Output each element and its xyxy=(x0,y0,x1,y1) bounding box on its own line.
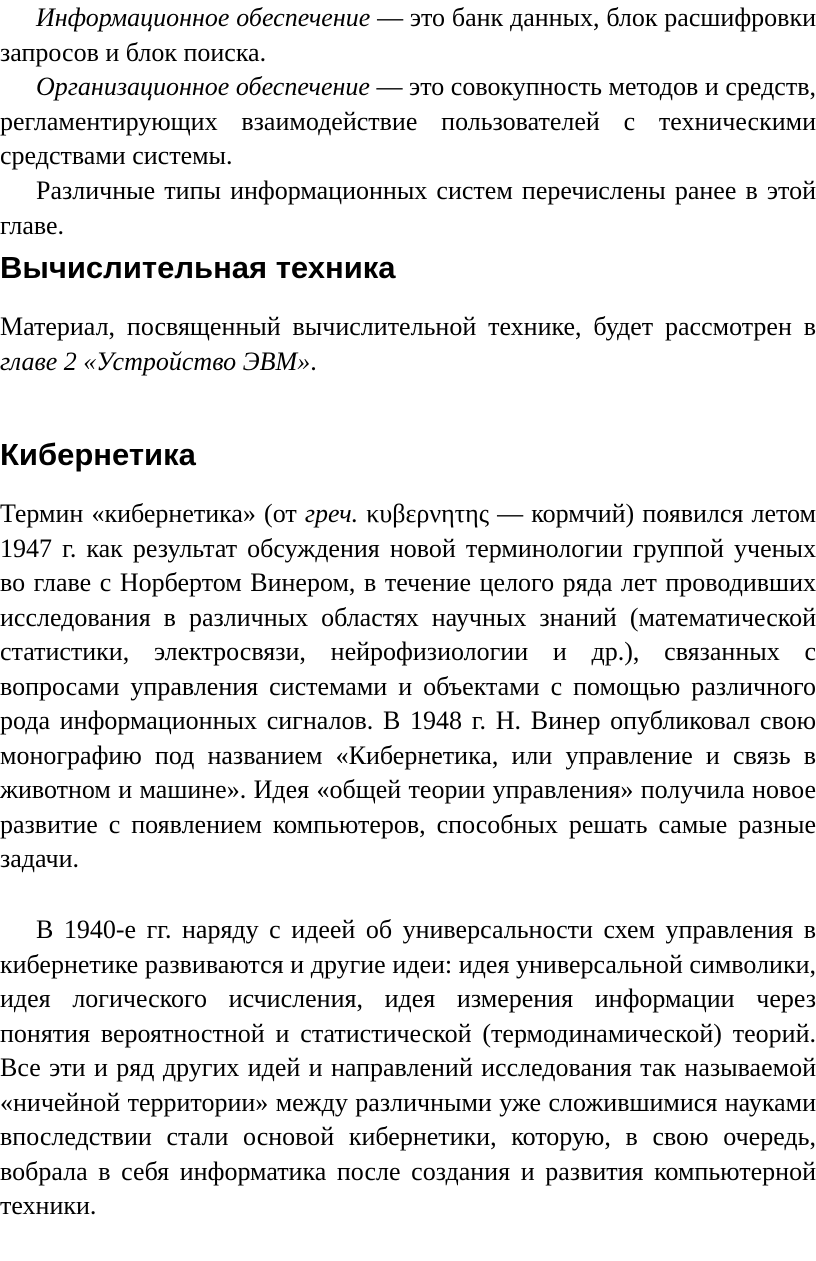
paragraph-organizational-support xyxy=(0,70,816,174)
paragraph-text: Различные типы информационных систем перечислены ранее в этой главе. xyxy=(0,176,816,240)
paragraph-text: Термин «кибернетика» (от xyxy=(0,499,305,528)
paragraph-text: . xyxy=(310,346,317,376)
greek-abbreviation: греч. xyxy=(304,499,359,528)
term-organizational-support: Организационное обеспечение xyxy=(36,72,370,101)
paragraph-cybernetics-ideas xyxy=(0,913,816,1224)
paragraph-information-support xyxy=(0,1,816,70)
heading-computing: Вычислительная техника xyxy=(0,250,396,285)
paragraph-text: — это банк данных, блок расшифровки запросов и блок поиска. xyxy=(0,3,816,67)
paragraph-cybernetics-term xyxy=(0,497,816,877)
heading-cybernetics: Кибернетика xyxy=(0,437,196,472)
paragraph-computing-ref xyxy=(0,310,816,379)
paragraph-text: В 1940-е гг. наряду с идеей об универсальности схем управления в кибернетике развиваются и другие идеи: идея универсальной символики, идея логического исчисления, идея измерения информации через понятия вероятностной и статистической (термодинамической) теорий. Все эти и ряд других идей и направлений исследования так называемой «ничейной территории» между различными уже сложившимися науками впоследствии стали основой кибернетики, которую, в свою очередь, вобрала в себя информатика после создания и развития компьютерной техники. xyxy=(0,915,816,1220)
paragraph-text: Материал, посвященный вычислительной технике, будет рассмотрен в xyxy=(0,312,816,341)
paragraph-text: — это совокупность методов и средств, регламентирующих взаимодействие пользователей с техническими средствами системы. xyxy=(0,72,816,170)
paragraph-text: κυβερνητης — кормчий) появился летом 1947 г. как результат обсуждения новой терминологии группой ученых во главе с Норбертом Винером, в течение целого ряда лет проводивших исследования в различных областях научных знаний (математической статистики, электросвязи, нейрофизиологии и др.), связанных с вопросами управления системами и объектами с помощью различного рода информационных сигналов. В 1948 г. Н. Винер опубликовал свою монографию под названием «Кибернетика, или управление и связь в животном и машине». Идея «общей теории управления» получила новое развитие с появлением компьютеров, способных решать самые разные задачи. xyxy=(0,499,816,873)
chapter-reference: главе 2 «Устройство ЭВМ» xyxy=(0,346,311,376)
paragraph-system-types xyxy=(0,174,816,243)
term-information-support: Информационное обеспечение xyxy=(36,3,371,32)
